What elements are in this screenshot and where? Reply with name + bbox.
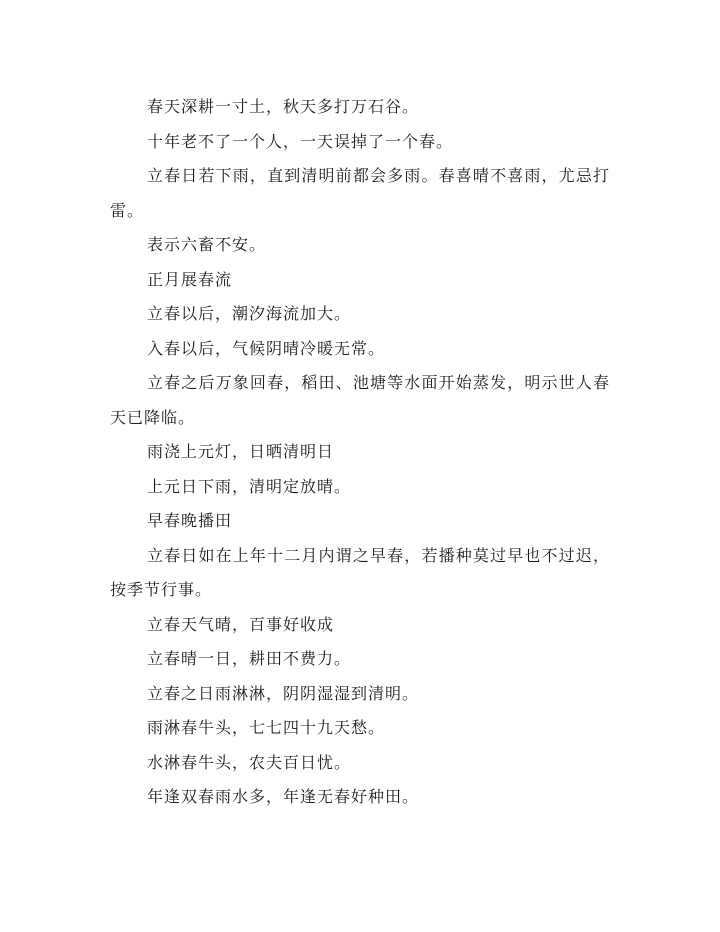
paragraph: 正月展春流 — [147, 269, 233, 289]
paragraph: 年逢双春雨水多，年逢无春好种田。 — [147, 787, 420, 806]
paragraph: 上元日下雨，清明定放晴。 — [147, 476, 352, 496]
paragraph: 雨淋春牛头，七七四十九天愁。 — [147, 718, 386, 737]
paragraph: 春天深耕一寸土，秋天多打万石谷。 — [147, 97, 420, 116]
paragraph: 十年老不了一个人，一天误掉了一个春。 — [147, 131, 454, 151]
paragraph: 表示六畜不安。 — [147, 235, 267, 254]
paragraph: 立春日若下雨，直到清明前都会多雨。春喜晴不喜雨，尤忌打雷。 — [110, 166, 610, 220]
paragraph: 立春日如在上年十二月内谓之早春，若播种莫过早也不过迟，按季节行事。 — [110, 545, 610, 599]
paragraph: 雨浇上元灯，日晒清明日 — [147, 442, 335, 461]
paragraph: 水淋春牛头，农夫百日忧。 — [147, 752, 352, 772]
paragraph: 立春晴一日，耕田不费力。 — [147, 649, 352, 668]
document-body — [110, 90, 610, 815]
paragraph: 立春天气晴，百事好收成 — [147, 614, 335, 634]
paragraph: 立春以后，潮汐海流加大。 — [147, 304, 352, 323]
paragraph: 立春之日雨淋淋，阴阴湿湿到清明。 — [147, 683, 420, 703]
paragraph: 入春以后，气候阴晴冷暖无常。 — [147, 338, 386, 358]
paragraph: 立春之后万象回春，稻田、池塘等水面开始蒸发，明示世人春天已降临。 — [110, 373, 610, 427]
paragraph: 早春晚播田 — [147, 511, 233, 530]
